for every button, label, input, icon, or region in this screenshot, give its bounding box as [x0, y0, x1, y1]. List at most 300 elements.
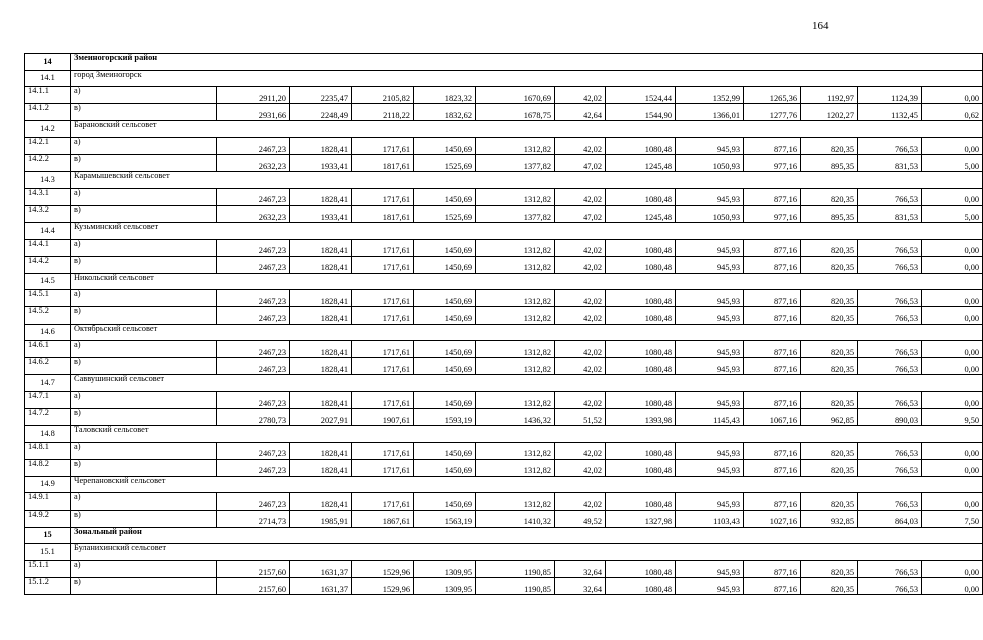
subsection-header-row — [25, 476, 983, 493]
value-cell: 1410,32 — [476, 510, 555, 527]
value-cell: 1312,82 — [476, 307, 555, 324]
value-cell: 1450,69 — [414, 137, 476, 154]
value-cell: 945,93 — [676, 577, 744, 594]
value-cell: 1678,75 — [476, 104, 555, 121]
value-cell: 2467,23 — [217, 239, 290, 256]
value-cell: 0,00 — [922, 87, 983, 104]
value-cell: 766,53 — [858, 358, 922, 375]
value-cell: 1985,91 — [290, 510, 352, 527]
value-cell: 820,35 — [801, 391, 858, 408]
row-code: 14.4.2 — [25, 256, 71, 273]
value-cell: 1450,69 — [414, 307, 476, 324]
section-title: Саввушинский сельсовет — [71, 375, 983, 392]
value-cell: 1817,61 — [352, 155, 414, 172]
row-variant: а) — [71, 87, 217, 104]
value-cell: 877,16 — [744, 307, 801, 324]
row-variant: а) — [71, 137, 217, 154]
value-cell: 1190,85 — [476, 577, 555, 594]
value-cell: 0,00 — [922, 358, 983, 375]
value-cell: 2467,23 — [217, 256, 290, 273]
section-title: Буланихинский сельсовет — [71, 544, 983, 561]
value-cell: 1450,69 — [414, 459, 476, 476]
value-cell: 47,02 — [555, 205, 606, 222]
value-cell: 2118,22 — [352, 104, 414, 121]
value-cell: 1366,01 — [676, 104, 744, 121]
table-row — [25, 188, 983, 205]
row-variant: в) — [71, 307, 217, 324]
row-code: 14.6.2 — [25, 358, 71, 375]
value-cell: 1717,61 — [352, 239, 414, 256]
value-cell: 1670,69 — [476, 87, 555, 104]
value-cell: 1717,61 — [352, 442, 414, 459]
subsection-header-row — [25, 544, 983, 561]
value-cell: 945,93 — [676, 188, 744, 205]
value-cell: 766,53 — [858, 256, 922, 273]
value-cell: 945,93 — [676, 307, 744, 324]
value-cell: 877,16 — [744, 391, 801, 408]
value-cell: 1312,82 — [476, 391, 555, 408]
value-cell: 1450,69 — [414, 442, 476, 459]
table-row — [25, 205, 983, 222]
subsection-header-row — [25, 375, 983, 392]
subsection-header-row — [25, 70, 983, 87]
value-cell: 42,02 — [555, 87, 606, 104]
value-cell: 42,02 — [555, 137, 606, 154]
row-code: 14.1.2 — [25, 104, 71, 121]
value-cell: 2467,23 — [217, 137, 290, 154]
value-cell: 1312,82 — [476, 442, 555, 459]
value-cell: 820,35 — [801, 188, 858, 205]
row-code: 14.4.1 — [25, 239, 71, 256]
value-cell: 766,53 — [858, 290, 922, 307]
table-row — [25, 459, 983, 476]
row-variant: а) — [71, 239, 217, 256]
value-cell: 1377,82 — [476, 205, 555, 222]
value-cell: 1450,69 — [414, 290, 476, 307]
value-cell: 820,35 — [801, 577, 858, 594]
value-cell: 1245,48 — [606, 205, 676, 222]
table-row — [25, 577, 983, 594]
row-variant: в) — [71, 104, 217, 121]
value-cell: 0,62 — [922, 104, 983, 121]
row-variant: в) — [71, 256, 217, 273]
value-cell: 0,00 — [922, 137, 983, 154]
value-cell: 877,16 — [744, 442, 801, 459]
value-cell: 1352,99 — [676, 87, 744, 104]
value-cell: 1828,41 — [290, 391, 352, 408]
value-cell: 1717,61 — [352, 459, 414, 476]
value-cell: 1828,41 — [290, 137, 352, 154]
value-cell: 977,16 — [744, 155, 801, 172]
value-cell: 945,93 — [676, 442, 744, 459]
value-cell: 1067,16 — [744, 408, 801, 425]
row-variant: в) — [71, 459, 217, 476]
value-cell: 1309,95 — [414, 577, 476, 594]
value-cell: 1103,43 — [676, 510, 744, 527]
row-variant: в) — [71, 358, 217, 375]
value-cell: 1907,61 — [352, 408, 414, 425]
section-code: 14.2 — [25, 121, 71, 138]
value-cell: 0,00 — [922, 493, 983, 510]
value-cell: 51,52 — [555, 408, 606, 425]
value-cell: 1717,61 — [352, 358, 414, 375]
value-cell: 2157,60 — [217, 577, 290, 594]
value-cell: 1312,82 — [476, 290, 555, 307]
row-code: 14.9.1 — [25, 493, 71, 510]
section-code: 14.7 — [25, 375, 71, 392]
value-cell: 1828,41 — [290, 459, 352, 476]
row-variant: в) — [71, 408, 217, 425]
value-cell: 1145,43 — [676, 408, 744, 425]
value-cell: 9,50 — [922, 408, 983, 425]
value-cell: 945,93 — [676, 137, 744, 154]
row-code: 14.5.2 — [25, 307, 71, 324]
value-cell: 5,00 — [922, 205, 983, 222]
value-cell: 1080,48 — [606, 256, 676, 273]
value-cell: 1828,41 — [290, 358, 352, 375]
row-code: 14.1.1 — [25, 87, 71, 104]
value-cell: 42,02 — [555, 239, 606, 256]
row-variant: а) — [71, 442, 217, 459]
value-cell: 1312,82 — [476, 188, 555, 205]
value-cell: 1933,41 — [290, 205, 352, 222]
value-cell: 1717,61 — [352, 290, 414, 307]
tariff-table — [24, 53, 983, 595]
value-cell: 1050,93 — [676, 155, 744, 172]
section-title: Карамышевский сельсовет — [71, 172, 983, 189]
section-title: Зональный район — [71, 527, 983, 544]
value-cell: 1080,48 — [606, 560, 676, 577]
value-cell: 766,53 — [858, 137, 922, 154]
value-cell: 766,53 — [858, 239, 922, 256]
row-code: 14.2.1 — [25, 137, 71, 154]
subsection-header-row — [25, 121, 983, 138]
value-cell: 1828,41 — [290, 239, 352, 256]
value-cell: 820,35 — [801, 560, 858, 577]
value-cell: 47,02 — [555, 155, 606, 172]
row-variant: в) — [71, 205, 217, 222]
section-header-row — [25, 54, 983, 71]
value-cell: 1124,39 — [858, 87, 922, 104]
value-cell: 2911,20 — [217, 87, 290, 104]
value-cell: 1525,69 — [414, 155, 476, 172]
value-cell: 42,02 — [555, 358, 606, 375]
row-code: 14.7.2 — [25, 408, 71, 425]
table-row — [25, 341, 983, 358]
value-cell: 945,93 — [676, 560, 744, 577]
value-cell: 766,53 — [858, 459, 922, 476]
value-cell: 1080,48 — [606, 290, 676, 307]
value-cell: 0,00 — [922, 307, 983, 324]
value-cell: 32,64 — [555, 560, 606, 577]
value-cell: 1933,41 — [290, 155, 352, 172]
table-row — [25, 104, 983, 121]
value-cell: 820,35 — [801, 290, 858, 307]
value-cell: 2931,66 — [217, 104, 290, 121]
section-title: Кузьминский сельсовет — [71, 222, 983, 239]
value-cell: 877,16 — [744, 577, 801, 594]
value-cell: 2467,23 — [217, 188, 290, 205]
value-cell: 1828,41 — [290, 493, 352, 510]
value-cell: 1717,61 — [352, 493, 414, 510]
row-code: 14.9.2 — [25, 510, 71, 527]
row-variant: в) — [71, 155, 217, 172]
value-cell: 1524,44 — [606, 87, 676, 104]
value-cell: 1544,90 — [606, 104, 676, 121]
value-cell: 1631,37 — [290, 560, 352, 577]
value-cell: 877,16 — [744, 560, 801, 577]
value-cell: 1132,45 — [858, 104, 922, 121]
value-cell: 1080,48 — [606, 358, 676, 375]
value-cell: 2632,23 — [217, 155, 290, 172]
value-cell: 877,16 — [744, 239, 801, 256]
value-cell: 766,53 — [858, 307, 922, 324]
value-cell: 1312,82 — [476, 239, 555, 256]
subsection-header-row — [25, 273, 983, 290]
value-cell: 1080,48 — [606, 442, 676, 459]
value-cell: 1717,61 — [352, 188, 414, 205]
table-row — [25, 155, 983, 172]
value-cell: 1828,41 — [290, 188, 352, 205]
value-cell: 7,50 — [922, 510, 983, 527]
value-cell: 5,00 — [922, 155, 983, 172]
value-cell: 1525,69 — [414, 205, 476, 222]
section-code: 14.1 — [25, 70, 71, 87]
value-cell: 2467,23 — [217, 459, 290, 476]
page-number: 164 — [812, 20, 829, 32]
section-header-row — [25, 527, 983, 544]
table-row — [25, 510, 983, 527]
value-cell: 877,16 — [744, 358, 801, 375]
value-cell: 42,02 — [555, 442, 606, 459]
value-cell: 2248,49 — [290, 104, 352, 121]
row-code: 14.3.2 — [25, 205, 71, 222]
value-cell: 0,00 — [922, 256, 983, 273]
value-cell: 1828,41 — [290, 256, 352, 273]
value-cell: 962,85 — [801, 408, 858, 425]
section-code: 14.9 — [25, 476, 71, 493]
section-title: Таловский сельсовет — [71, 426, 983, 443]
value-cell: 1312,82 — [476, 341, 555, 358]
value-cell: 1450,69 — [414, 391, 476, 408]
value-cell: 1377,82 — [476, 155, 555, 172]
value-cell: 1202,27 — [801, 104, 858, 121]
value-cell: 1080,48 — [606, 459, 676, 476]
value-cell: 32,64 — [555, 577, 606, 594]
value-cell: 42,02 — [555, 391, 606, 408]
row-code: 14.8.2 — [25, 459, 71, 476]
value-cell: 1080,48 — [606, 493, 676, 510]
value-cell: 2467,23 — [217, 391, 290, 408]
value-cell: 1312,82 — [476, 459, 555, 476]
value-cell: 1450,69 — [414, 341, 476, 358]
value-cell: 1393,98 — [606, 408, 676, 425]
section-title: Октябрьский сельсовет — [71, 324, 983, 341]
value-cell: 0,00 — [922, 188, 983, 205]
table-row — [25, 391, 983, 408]
table-row — [25, 290, 983, 307]
row-code: 14.8.1 — [25, 442, 71, 459]
value-cell: 0,00 — [922, 290, 983, 307]
section-title: Черепановский сельсовет — [71, 476, 983, 493]
value-cell: 2467,23 — [217, 341, 290, 358]
value-cell: 766,53 — [858, 442, 922, 459]
value-cell: 42,02 — [555, 188, 606, 205]
table-row — [25, 560, 983, 577]
value-cell: 945,93 — [676, 256, 744, 273]
value-cell: 49,52 — [555, 510, 606, 527]
table-body — [25, 54, 983, 595]
section-code: 15.1 — [25, 544, 71, 561]
value-cell: 1265,36 — [744, 87, 801, 104]
value-cell: 864,03 — [858, 510, 922, 527]
section-title: Змеиногорский район — [71, 54, 983, 71]
value-cell: 1828,41 — [290, 307, 352, 324]
value-cell: 1450,69 — [414, 256, 476, 273]
row-code: 14.3.1 — [25, 188, 71, 205]
value-cell: 820,35 — [801, 341, 858, 358]
value-cell: 820,35 — [801, 137, 858, 154]
subsection-header-row — [25, 222, 983, 239]
value-cell: 1309,95 — [414, 560, 476, 577]
value-cell: 2027,91 — [290, 408, 352, 425]
subsection-header-row — [25, 426, 983, 443]
row-variant: в) — [71, 510, 217, 527]
value-cell: 1817,61 — [352, 205, 414, 222]
row-variant: а) — [71, 560, 217, 577]
value-cell: 877,16 — [744, 493, 801, 510]
value-cell: 945,93 — [676, 290, 744, 307]
value-cell: 1717,61 — [352, 341, 414, 358]
value-cell: 1828,41 — [290, 290, 352, 307]
section-code: 14.4 — [25, 222, 71, 239]
value-cell: 1080,48 — [606, 577, 676, 594]
value-cell: 895,35 — [801, 155, 858, 172]
value-cell: 945,93 — [676, 341, 744, 358]
value-cell: 1717,61 — [352, 137, 414, 154]
section-code: 15 — [25, 527, 71, 544]
value-cell: 1563,19 — [414, 510, 476, 527]
table-row — [25, 358, 983, 375]
value-cell: 1245,48 — [606, 155, 676, 172]
value-cell: 820,35 — [801, 239, 858, 256]
value-cell: 890,03 — [858, 408, 922, 425]
value-cell: 0,00 — [922, 577, 983, 594]
value-cell: 0,00 — [922, 391, 983, 408]
value-cell: 1450,69 — [414, 358, 476, 375]
value-cell: 820,35 — [801, 307, 858, 324]
table-row — [25, 256, 983, 273]
value-cell: 0,00 — [922, 341, 983, 358]
value-cell: 2467,23 — [217, 358, 290, 375]
value-cell: 2714,73 — [217, 510, 290, 527]
table-row — [25, 137, 983, 154]
value-cell: 1080,48 — [606, 307, 676, 324]
value-cell: 1080,48 — [606, 391, 676, 408]
value-cell: 1593,19 — [414, 408, 476, 425]
value-cell: 820,35 — [801, 256, 858, 273]
row-code: 15.1.2 — [25, 577, 71, 594]
value-cell: 945,93 — [676, 459, 744, 476]
value-cell: 877,16 — [744, 256, 801, 273]
value-cell: 1080,48 — [606, 137, 676, 154]
row-variant: а) — [71, 391, 217, 408]
row-variant: а) — [71, 290, 217, 307]
value-cell: 932,85 — [801, 510, 858, 527]
value-cell: 877,16 — [744, 341, 801, 358]
value-cell: 1027,16 — [744, 510, 801, 527]
value-cell: 1450,69 — [414, 188, 476, 205]
value-cell: 945,93 — [676, 358, 744, 375]
value-cell: 0,00 — [922, 442, 983, 459]
row-variant: а) — [71, 493, 217, 510]
value-cell: 42,02 — [555, 256, 606, 273]
value-cell: 877,16 — [744, 290, 801, 307]
value-cell: 945,93 — [676, 239, 744, 256]
value-cell: 820,35 — [801, 493, 858, 510]
value-cell: 1312,82 — [476, 137, 555, 154]
value-cell: 1832,62 — [414, 104, 476, 121]
table-row — [25, 493, 983, 510]
table-row — [25, 239, 983, 256]
table-row — [25, 307, 983, 324]
section-code: 14.6 — [25, 324, 71, 341]
value-cell: 42,02 — [555, 307, 606, 324]
value-cell: 1717,61 — [352, 307, 414, 324]
value-cell: 766,53 — [858, 560, 922, 577]
value-cell: 1450,69 — [414, 493, 476, 510]
value-cell: 1190,85 — [476, 560, 555, 577]
row-code: 14.6.1 — [25, 341, 71, 358]
value-cell: 831,53 — [858, 205, 922, 222]
value-cell: 820,35 — [801, 442, 858, 459]
value-cell: 945,93 — [676, 493, 744, 510]
value-cell: 820,35 — [801, 459, 858, 476]
value-cell: 1828,41 — [290, 341, 352, 358]
value-cell: 2105,82 — [352, 87, 414, 104]
row-code: 14.5.1 — [25, 290, 71, 307]
row-variant: а) — [71, 188, 217, 205]
value-cell: 1631,37 — [290, 577, 352, 594]
value-cell: 2780,73 — [217, 408, 290, 425]
subsection-header-row — [25, 172, 983, 189]
value-cell: 766,53 — [858, 391, 922, 408]
subsection-header-row — [25, 324, 983, 341]
value-cell: 2467,23 — [217, 493, 290, 510]
value-cell: 2467,23 — [217, 307, 290, 324]
row-code: 15.1.1 — [25, 560, 71, 577]
section-title: город Змеиногорск — [71, 70, 983, 87]
value-cell: 2467,23 — [217, 290, 290, 307]
section-code: 14.3 — [25, 172, 71, 189]
value-cell: 2157,60 — [217, 560, 290, 577]
value-cell: 1080,48 — [606, 239, 676, 256]
value-cell: 1327,98 — [606, 510, 676, 527]
table-row — [25, 442, 983, 459]
section-title: Барановский сельсовет — [71, 121, 983, 138]
value-cell: 1436,32 — [476, 408, 555, 425]
value-cell: 2235,47 — [290, 87, 352, 104]
value-cell: 877,16 — [744, 459, 801, 476]
table-row — [25, 87, 983, 104]
section-code: 14.5 — [25, 273, 71, 290]
value-cell: 42,02 — [555, 341, 606, 358]
value-cell: 895,35 — [801, 205, 858, 222]
value-cell: 1717,61 — [352, 391, 414, 408]
value-cell: 42,64 — [555, 104, 606, 121]
value-cell: 1080,48 — [606, 188, 676, 205]
value-cell: 1867,61 — [352, 510, 414, 527]
